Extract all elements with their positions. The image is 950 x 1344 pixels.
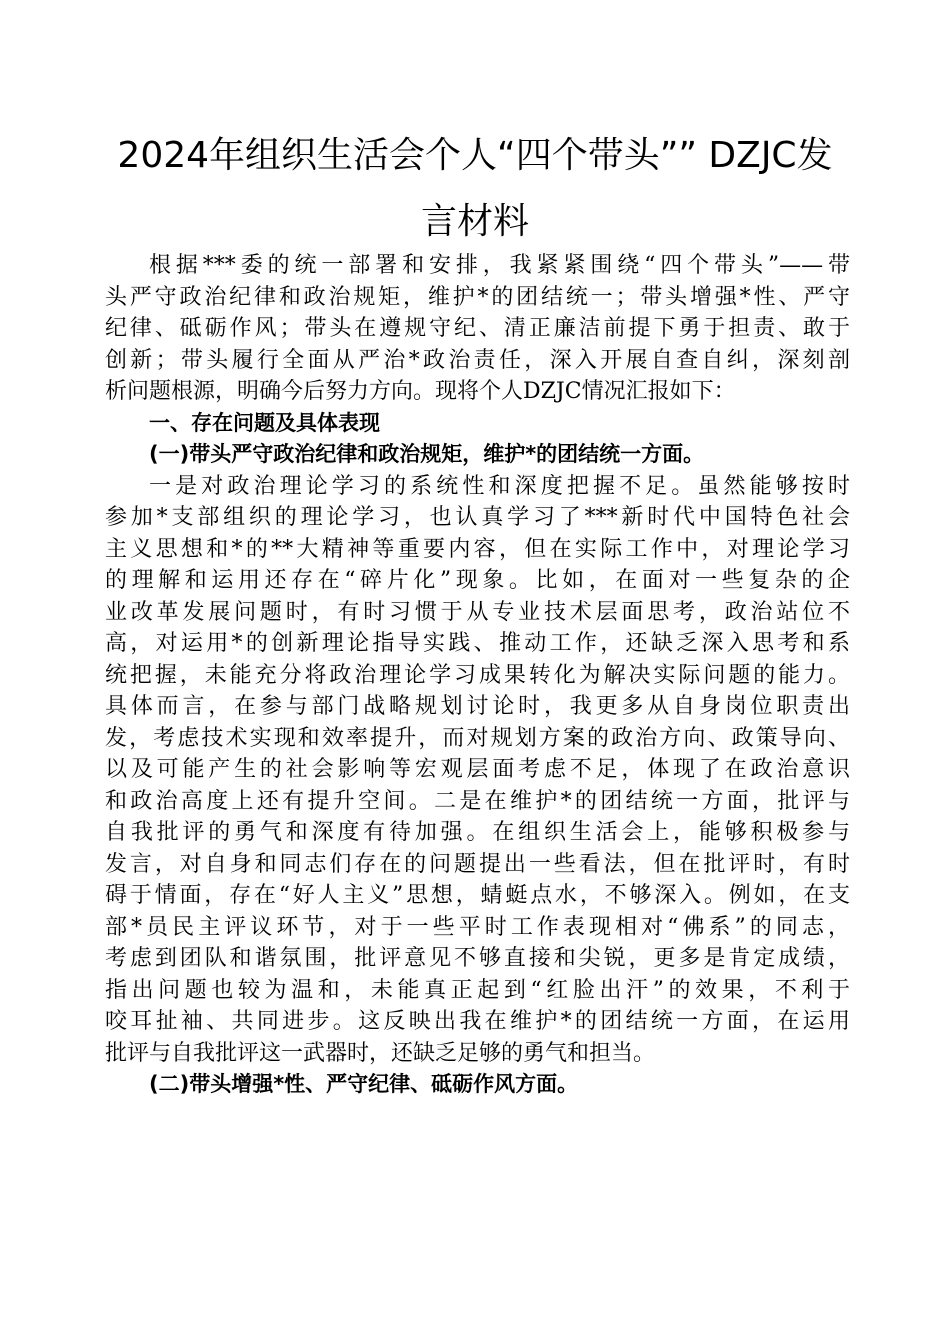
paragraph-line: 析问题根源，明确今后努力方向。现将个人DZJC情况汇报如下： [105, 379, 736, 404]
paragraph-line: 业改革发展问题时，有时习惯于从专业技术层面思考，政治站位不 [105, 599, 850, 625]
paragraph-line: 碍于情面，存在“好人主义”思想，蜻蜓点水，不够深入。例如，在支 [105, 883, 850, 908]
subsection-heading: (二)带头增强*性、严守纪律、砥砺作风方面。 [149, 1072, 579, 1096]
paragraph-line: 一是对政治理论学习的系统性和深度把握不足。虽然能够按时 [149, 473, 850, 499]
paragraph-line: 具体而言，在参与部门战略规划讨论时，我更多从自身岗位职责出 [105, 694, 850, 719]
paragraph-line: 考虑到团队和谐氛围，批评意见不够直接和尖锐，更多是肯定成绩， [105, 946, 850, 971]
paragraph-line: 纪律、砥砺作风；带头在遵规守纪、清正廉洁前提下勇于担责、敢于 [105, 316, 850, 341]
paragraph-line: 高，对运用*的创新理论指导实践、推动工作，还缺乏深入思考和系 [105, 631, 850, 656]
paragraph-line: 统把握，未能充分将政治理论学习成果转化为解决实际问题的能力。 [105, 662, 850, 688]
paragraph-line: 主义思想和*的**大精神等重要内容，但在实际工作中，对理论学习 [105, 536, 850, 562]
paragraph-line: 的理解和运用还存在“碎片化”现象。比如，在面对一些复杂的企 [105, 568, 850, 593]
document-body [105, 250, 850, 1101]
paragraph-line: 参加*支部组织的理论学习，也认真学习了***新时代中国特色社会 [105, 505, 850, 530]
paragraph-line: 批评与自我批评这一武器时，还缺乏足够的勇气和担当。 [105, 1040, 656, 1066]
paragraph-line: 部*员民主评议环节，对于一些平时工作表现相对“佛系”的同志， [105, 914, 850, 940]
paragraph-line: 创新；带头履行全面从严治*政治责任，深入开展自查自纠，深刻剖 [105, 347, 850, 373]
paragraph-line: 发言，对自身和同志们存在的问题提出一些看法，但在批评时，有时 [105, 851, 850, 877]
paragraph-line: 根据***委的统一部署和安排，我紧紧围绕“四个带头”——带 [149, 253, 850, 278]
subsection-heading: (一)带头严守政治纪律和政治规矩，维护*的团结统一方面。 [149, 442, 705, 466]
document-title-line-2: 言材料 [420, 201, 529, 242]
document-title-line-1: 2024年组织生活会个人“四个带头”” DZJC发 [117, 135, 833, 176]
section-heading: 一、存在问题及具体表现 [149, 410, 380, 435]
paragraph-line: 和政治高度上还有提升空间。二是在维护*的团结统一方面，批评与 [105, 788, 850, 814]
paragraph-line: 咬耳扯袖、共同进步。这反映出我在维护*的团结统一方面，在运用 [105, 1009, 850, 1034]
paragraph-line: 指出问题也较为温和，未能真正起到“红脸出汗”的效果，不利于 [105, 977, 850, 1003]
paragraph-line: 头严守政治纪律和政治规矩，维护*的团结统一；带头增强*性、严守 [105, 284, 850, 310]
paragraph-line: 以及可能产生的社会影响等宏观层面考虑不足，体现了在政治意识 [105, 757, 850, 782]
paragraph-line: 自我批评的勇气和深度有待加强。在组织生活会上，能够积极参与 [105, 820, 850, 845]
paragraph-line: 发，考虑技术实现和效率提升，而对规划方案的政治方向、政策导向、 [105, 725, 850, 751]
